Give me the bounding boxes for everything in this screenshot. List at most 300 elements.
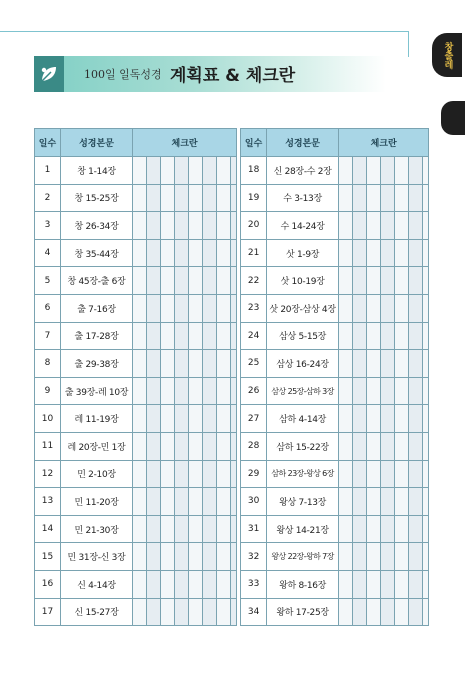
check-box[interactable] — [147, 432, 161, 460]
check-box[interactable] — [367, 212, 381, 240]
check-box[interactable] — [395, 488, 409, 516]
check-box[interactable] — [147, 377, 161, 405]
check-box[interactable] — [161, 570, 175, 598]
check-box[interactable] — [217, 488, 231, 516]
check-box[interactable] — [189, 488, 203, 516]
check-box[interactable] — [147, 322, 161, 350]
check-box[interactable] — [203, 460, 217, 488]
check-box[interactable] — [133, 377, 147, 405]
check-box[interactable] — [423, 405, 429, 433]
check-box[interactable] — [175, 598, 189, 626]
check-box[interactable] — [409, 350, 423, 378]
check-box[interactable] — [353, 212, 367, 240]
check-box[interactable] — [423, 239, 429, 267]
check-box[interactable] — [175, 515, 189, 543]
check-box[interactable] — [189, 184, 203, 212]
check-box[interactable] — [409, 460, 423, 488]
day-number: 4 — [35, 239, 61, 267]
check-box[interactable] — [133, 570, 147, 598]
check-box[interactable] — [217, 239, 231, 267]
check-box[interactable] — [217, 157, 231, 185]
check-box[interactable] — [203, 322, 217, 350]
passage-cell: 레 20장-민 1장 — [61, 432, 133, 460]
check-box[interactable] — [353, 267, 367, 295]
passage-cell: 왕상 14-21장 — [267, 515, 339, 543]
check-box[interactable] — [203, 543, 217, 571]
check-box[interactable] — [367, 157, 381, 185]
check-box[interactable] — [395, 570, 409, 598]
passage-cell: 신 4-14장 — [61, 570, 133, 598]
check-box[interactable] — [395, 239, 409, 267]
check-box[interactable] — [339, 460, 353, 488]
day-number: 3 — [35, 212, 61, 240]
check-box[interactable] — [203, 598, 217, 626]
check-box[interactable] — [381, 322, 395, 350]
check-box[interactable] — [367, 184, 381, 212]
check-box[interactable] — [409, 377, 423, 405]
check-box[interactable] — [147, 212, 161, 240]
check-box[interactable] — [203, 267, 217, 295]
check-box[interactable] — [161, 267, 175, 295]
page-subtitle: 100일 일독성경 — [84, 68, 162, 81]
leaf-logo-icon — [34, 56, 64, 92]
table-row — [35, 570, 429, 598]
check-box[interactable] — [175, 543, 189, 571]
check-box[interactable] — [133, 598, 147, 626]
check-box[interactable] — [147, 598, 161, 626]
check-box[interactable] — [133, 432, 147, 460]
check-box[interactable] — [409, 515, 423, 543]
day-number: 14 — [35, 515, 61, 543]
check-box[interactable] — [339, 294, 353, 322]
passage-cell: 출 29-38장 — [61, 350, 133, 378]
check-box[interactable] — [175, 239, 189, 267]
passage-cell: 삼하 4-14장 — [267, 405, 339, 433]
check-box[interactable] — [339, 488, 353, 516]
check-box[interactable] — [175, 432, 189, 460]
check-box[interactable] — [133, 543, 147, 571]
check-box[interactable] — [147, 515, 161, 543]
passage-cell: 창 15-25장 — [61, 184, 133, 212]
check-box[interactable] — [409, 212, 423, 240]
check-box[interactable] — [409, 184, 423, 212]
check-box[interactable] — [161, 377, 175, 405]
check-box[interactable] — [367, 598, 381, 626]
check-box[interactable] — [203, 350, 217, 378]
passage-cell: 삼상 16-24장 — [267, 350, 339, 378]
check-box[interactable] — [381, 598, 395, 626]
check-box[interactable] — [395, 322, 409, 350]
check-box[interactable] — [409, 570, 423, 598]
passage-cell: 삼상 5-15장 — [267, 322, 339, 350]
check-box[interactable] — [189, 267, 203, 295]
check-box[interactable] — [381, 157, 395, 185]
check-box[interactable] — [161, 488, 175, 516]
check-box[interactable] — [367, 570, 381, 598]
check-box[interactable] — [203, 377, 217, 405]
day-number: 6 — [35, 294, 61, 322]
table-row — [35, 377, 429, 405]
check-box[interactable] — [381, 212, 395, 240]
check-box[interactable] — [203, 157, 217, 185]
check-box[interactable] — [339, 322, 353, 350]
check-box[interactable] — [423, 598, 429, 626]
passage-cell: 삿 10-19장 — [267, 267, 339, 295]
check-box[interactable] — [175, 294, 189, 322]
check-box[interactable] — [395, 350, 409, 378]
check-box[interactable] — [189, 598, 203, 626]
check-box[interactable] — [161, 405, 175, 433]
check-box[interactable] — [395, 543, 409, 571]
check-box[interactable] — [339, 350, 353, 378]
check-box[interactable] — [203, 515, 217, 543]
header-passage: 성경본문 — [267, 129, 339, 157]
passage-cell: 수 3-13장 — [267, 184, 339, 212]
check-box[interactable] — [423, 460, 429, 488]
check-box[interactable] — [133, 322, 147, 350]
check-box[interactable] — [189, 570, 203, 598]
day-number: 31 — [241, 515, 267, 543]
check-box[interactable] — [147, 157, 161, 185]
check-box[interactable] — [161, 432, 175, 460]
check-box[interactable] — [161, 598, 175, 626]
check-box[interactable] — [189, 294, 203, 322]
table-row — [35, 350, 429, 378]
check-box[interactable] — [203, 570, 217, 598]
check-box[interactable] — [381, 460, 395, 488]
check-box[interactable] — [395, 267, 409, 295]
check-box[interactable] — [353, 405, 367, 433]
check-box[interactable] — [381, 377, 395, 405]
check-box[interactable] — [203, 432, 217, 460]
check-box[interactable] — [217, 322, 231, 350]
check-box[interactable] — [133, 212, 147, 240]
check-box[interactable] — [161, 543, 175, 571]
check-box[interactable] — [381, 239, 395, 267]
check-box[interactable] — [409, 543, 423, 571]
table-row — [35, 405, 429, 433]
check-box[interactable] — [381, 350, 395, 378]
check-box[interactable] — [217, 570, 231, 598]
check-box[interactable] — [395, 598, 409, 626]
check-box[interactable] — [353, 157, 367, 185]
check-box[interactable] — [367, 377, 381, 405]
day-number: 32 — [241, 543, 267, 571]
check-box[interactable] — [175, 350, 189, 378]
check-box[interactable] — [423, 267, 429, 295]
check-box[interactable] — [217, 598, 231, 626]
check-box[interactable] — [339, 405, 353, 433]
check-box[interactable] — [203, 488, 217, 516]
check-box[interactable] — [217, 377, 231, 405]
check-box[interactable] — [423, 543, 429, 571]
check-box[interactable] — [353, 460, 367, 488]
check-box[interactable] — [189, 350, 203, 378]
check-box[interactable] — [189, 157, 203, 185]
check-box[interactable] — [217, 515, 231, 543]
check-box[interactable] — [409, 157, 423, 185]
header-passage: 성경본문 — [61, 129, 133, 157]
check-box[interactable] — [175, 267, 189, 295]
check-box[interactable] — [409, 322, 423, 350]
check-box[interactable] — [353, 515, 367, 543]
day-number: 34 — [241, 598, 267, 626]
check-box[interactable] — [423, 377, 429, 405]
day-number: 16 — [35, 570, 61, 598]
check-box[interactable] — [409, 294, 423, 322]
check-box[interactable] — [133, 405, 147, 433]
check-box[interactable] — [381, 405, 395, 433]
check-box[interactable] — [147, 570, 161, 598]
check-box[interactable] — [339, 212, 353, 240]
day-number: 1 — [35, 157, 61, 185]
check-box[interactable] — [133, 515, 147, 543]
check-box[interactable] — [189, 515, 203, 543]
table-row — [35, 515, 429, 543]
check-box[interactable] — [133, 488, 147, 516]
check-box[interactable] — [175, 570, 189, 598]
header-check: 체크란 — [339, 129, 429, 157]
check-box[interactable] — [217, 294, 231, 322]
check-box[interactable] — [353, 294, 367, 322]
check-box[interactable] — [217, 460, 231, 488]
passage-cell: 창 35-44장 — [61, 239, 133, 267]
check-box[interactable] — [189, 543, 203, 571]
check-box[interactable] — [133, 267, 147, 295]
check-box[interactable] — [189, 405, 203, 433]
day-number: 28 — [241, 432, 267, 460]
check-box[interactable] — [367, 432, 381, 460]
check-box[interactable] — [423, 212, 429, 240]
day-number: 12 — [35, 460, 61, 488]
check-box[interactable] — [161, 212, 175, 240]
check-box[interactable] — [423, 488, 429, 516]
check-box[interactable] — [395, 294, 409, 322]
check-box[interactable] — [339, 267, 353, 295]
day-number: 33 — [241, 570, 267, 598]
passage-cell: 신 28장-수 2장 — [267, 157, 339, 185]
check-box[interactable] — [381, 184, 395, 212]
check-box[interactable] — [367, 460, 381, 488]
table-row — [35, 239, 429, 267]
check-box[interactable] — [133, 239, 147, 267]
check-box[interactable] — [203, 184, 217, 212]
check-box[interactable] — [409, 432, 423, 460]
day-number: 27 — [241, 405, 267, 433]
check-box[interactable] — [133, 294, 147, 322]
check-box[interactable] — [409, 488, 423, 516]
check-box[interactable] — [133, 350, 147, 378]
check-box[interactable] — [409, 239, 423, 267]
check-box[interactable] — [147, 405, 161, 433]
check-box[interactable] — [353, 377, 367, 405]
check-box[interactable] — [367, 267, 381, 295]
check-box[interactable] — [381, 294, 395, 322]
table-row — [35, 543, 429, 571]
table-header-row — [35, 129, 429, 157]
check-box[interactable] — [353, 598, 367, 626]
check-box[interactable] — [339, 184, 353, 212]
check-box[interactable] — [175, 405, 189, 433]
check-box[interactable] — [339, 432, 353, 460]
check-box[interactable] — [147, 267, 161, 295]
check-box[interactable] — [367, 322, 381, 350]
check-box[interactable] — [147, 543, 161, 571]
check-box[interactable] — [395, 184, 409, 212]
check-box[interactable] — [339, 515, 353, 543]
check-box[interactable] — [217, 405, 231, 433]
check-box[interactable] — [339, 377, 353, 405]
day-number: 23 — [241, 294, 267, 322]
check-box[interactable] — [381, 432, 395, 460]
check-box[interactable] — [353, 488, 367, 516]
check-box[interactable] — [353, 570, 367, 598]
check-box[interactable] — [367, 239, 381, 267]
check-box[interactable] — [423, 184, 429, 212]
check-box[interactable] — [175, 460, 189, 488]
check-box[interactable] — [217, 543, 231, 571]
check-box[interactable] — [175, 488, 189, 516]
check-box[interactable] — [339, 543, 353, 571]
passage-cell: 삼하 15-22장 — [267, 432, 339, 460]
check-box[interactable] — [189, 460, 203, 488]
check-box[interactable] — [147, 460, 161, 488]
day-number: 30 — [241, 488, 267, 516]
check-box[interactable] — [395, 460, 409, 488]
passage-cell: 민 21-30장 — [61, 515, 133, 543]
check-box[interactable] — [189, 212, 203, 240]
check-box[interactable] — [147, 184, 161, 212]
check-box[interactable] — [381, 570, 395, 598]
check-box[interactable] — [339, 598, 353, 626]
check-box[interactable] — [203, 239, 217, 267]
check-box[interactable] — [381, 488, 395, 516]
check-box[interactable] — [161, 184, 175, 212]
day-number: 22 — [241, 267, 267, 295]
passage-cell: 삼하 23장-왕상 6장 — [267, 460, 339, 488]
check-box[interactable] — [395, 377, 409, 405]
check-box[interactable] — [189, 239, 203, 267]
check-box[interactable] — [395, 157, 409, 185]
check-box[interactable] — [353, 350, 367, 378]
check-box[interactable] — [395, 432, 409, 460]
check-box[interactable] — [367, 350, 381, 378]
passage-cell: 창 1-14장 — [61, 157, 133, 185]
check-box[interactable] — [217, 267, 231, 295]
day-number: 2 — [35, 184, 61, 212]
check-box[interactable] — [147, 350, 161, 378]
check-box[interactable] — [175, 184, 189, 212]
table-row — [35, 212, 429, 240]
check-box[interactable] — [409, 405, 423, 433]
check-box[interactable] — [409, 267, 423, 295]
check-box[interactable] — [353, 184, 367, 212]
check-box[interactable] — [423, 350, 429, 378]
check-box[interactable] — [395, 405, 409, 433]
check-box[interactable] — [353, 239, 367, 267]
check-box[interactable] — [161, 350, 175, 378]
chapter-tab[interactable] — [432, 33, 462, 77]
check-box[interactable] — [217, 432, 231, 460]
day-number: 24 — [241, 322, 267, 350]
check-box[interactable] — [395, 515, 409, 543]
passage-cell: 민 11-20장 — [61, 488, 133, 516]
check-box[interactable] — [203, 294, 217, 322]
check-box[interactable] — [161, 322, 175, 350]
passage-cell: 레 11-19장 — [61, 405, 133, 433]
check-box[interactable] — [367, 515, 381, 543]
check-box[interactable] — [353, 543, 367, 571]
check-box[interactable] — [189, 322, 203, 350]
check-box[interactable] — [423, 570, 429, 598]
table-row — [35, 432, 429, 460]
check-box[interactable] — [147, 488, 161, 516]
check-box[interactable] — [381, 515, 395, 543]
check-box[interactable] — [423, 515, 429, 543]
check-box[interactable] — [423, 432, 429, 460]
check-box[interactable] — [339, 157, 353, 185]
check-box[interactable] — [339, 570, 353, 598]
table-row — [35, 294, 429, 322]
page-title: 계획표 & 체크란 — [170, 66, 296, 86]
check-box[interactable] — [161, 460, 175, 488]
check-box[interactable] — [217, 212, 231, 240]
check-box[interactable] — [161, 157, 175, 185]
day-number: 21 — [241, 239, 267, 267]
check-box[interactable] — [367, 405, 381, 433]
check-box[interactable] — [147, 294, 161, 322]
check-box[interactable] — [161, 294, 175, 322]
passage-cell: 왕상 7-13장 — [267, 488, 339, 516]
check-box[interactable] — [381, 267, 395, 295]
check-box[interactable] — [147, 239, 161, 267]
check-box[interactable] — [189, 432, 203, 460]
check-box[interactable] — [203, 212, 217, 240]
passage-cell: 왕상 22장-왕하 7장 — [267, 543, 339, 571]
check-box[interactable] — [133, 184, 147, 212]
check-box[interactable] — [175, 322, 189, 350]
check-box[interactable] — [423, 322, 429, 350]
check-box[interactable] — [175, 157, 189, 185]
check-box[interactable] — [367, 543, 381, 571]
check-box[interactable] — [367, 488, 381, 516]
check-box[interactable] — [353, 432, 367, 460]
check-box[interactable] — [217, 184, 231, 212]
check-box[interactable] — [423, 157, 429, 185]
check-box[interactable] — [395, 212, 409, 240]
check-box[interactable] — [161, 515, 175, 543]
check-box[interactable] — [133, 460, 147, 488]
day-number: 18 — [241, 157, 267, 185]
check-box[interactable] — [381, 543, 395, 571]
check-box[interactable] — [189, 377, 203, 405]
page-edge-tab — [441, 101, 465, 135]
passage-cell: 민 31장-신 3장 — [61, 543, 133, 571]
check-box[interactable] — [339, 239, 353, 267]
check-box[interactable] — [203, 405, 217, 433]
passage-cell: 왕하 8-16장 — [267, 570, 339, 598]
check-box[interactable] — [175, 212, 189, 240]
check-box[interactable] — [133, 157, 147, 185]
check-box[interactable] — [161, 239, 175, 267]
header-day: 일수 — [35, 129, 61, 157]
check-box[interactable] — [409, 598, 423, 626]
check-box[interactable] — [353, 322, 367, 350]
check-box[interactable] — [367, 294, 381, 322]
check-box[interactable] — [217, 350, 231, 378]
check-box[interactable] — [423, 294, 429, 322]
check-box[interactable] — [175, 377, 189, 405]
